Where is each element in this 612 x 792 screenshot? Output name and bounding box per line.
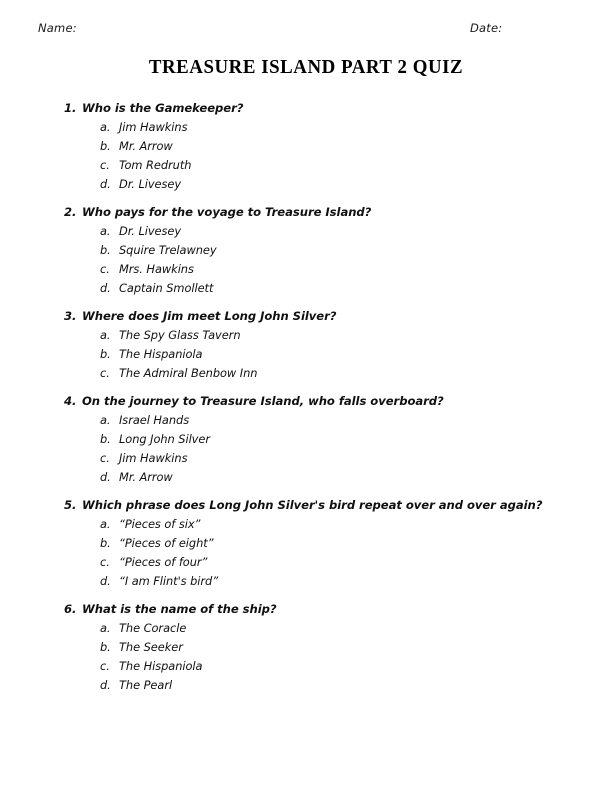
answer-option[interactable] bbox=[0, 553, 612, 572]
question-prompt bbox=[0, 203, 612, 222]
option-letter: c. bbox=[100, 555, 110, 569]
option-letter: a. bbox=[100, 120, 111, 134]
answer-option[interactable] bbox=[0, 345, 612, 364]
ship-name-emphasis: Pearl bbox=[143, 678, 173, 692]
answer-option[interactable] bbox=[0, 430, 612, 449]
answer-option[interactable] bbox=[0, 619, 612, 638]
question-number: 1. bbox=[64, 101, 77, 115]
option-letter: c. bbox=[100, 659, 110, 673]
question-list bbox=[0, 99, 612, 704]
option-text: Mr. Arrow bbox=[119, 139, 173, 153]
ship-name-emphasis: Hispaniola bbox=[143, 659, 203, 673]
answer-option[interactable] bbox=[0, 279, 612, 298]
date-field-label: Date: bbox=[470, 21, 503, 35]
option-text: “Pieces of six” bbox=[119, 517, 201, 531]
option-text: The Hispaniola bbox=[119, 659, 203, 673]
option-letter: a. bbox=[100, 328, 111, 342]
ship-name-emphasis: Seeker bbox=[143, 640, 183, 654]
answer-option[interactable] bbox=[0, 175, 612, 194]
option-letter: c. bbox=[100, 158, 110, 172]
option-text: The Seeker bbox=[119, 640, 183, 654]
question-block bbox=[0, 99, 612, 194]
option-text: Jim Hawkins bbox=[119, 120, 188, 134]
option-text: Tom Redruth bbox=[119, 158, 192, 172]
name-field-label: Name: bbox=[38, 21, 77, 35]
question-prompt bbox=[0, 99, 612, 118]
question-number: 6. bbox=[64, 602, 77, 616]
option-letter: b. bbox=[100, 243, 111, 257]
option-letter: c. bbox=[100, 451, 110, 465]
option-letter: a. bbox=[100, 517, 111, 531]
question-text: What is the name of the ship? bbox=[82, 602, 277, 616]
option-text: The Hispaniola bbox=[119, 347, 203, 361]
question-prompt bbox=[0, 392, 612, 411]
student-info-header bbox=[38, 21, 538, 39]
option-text: The Pearl bbox=[119, 678, 173, 692]
option-text: Squire Trelawney bbox=[119, 243, 217, 257]
option-text: Dr. Livesey bbox=[119, 177, 182, 191]
page-title: TREASURE ISLAND PART 2 QUIZ bbox=[148, 56, 464, 78]
question-number: 5. bbox=[64, 498, 77, 512]
option-letter: d. bbox=[100, 470, 111, 484]
option-text: The Admiral Benbow Inn bbox=[119, 366, 258, 380]
option-text: Long John Silver bbox=[119, 432, 210, 446]
answer-option[interactable] bbox=[0, 657, 612, 676]
option-letter: b. bbox=[100, 139, 111, 153]
question-number: 4. bbox=[64, 394, 77, 408]
option-letter: b. bbox=[100, 347, 111, 361]
option-text: Captain Smollett bbox=[119, 281, 214, 295]
answer-option[interactable] bbox=[0, 241, 612, 260]
option-letter: d. bbox=[100, 574, 111, 588]
option-text: Jim Hawkins bbox=[119, 451, 188, 465]
option-text: Israel Hands bbox=[119, 413, 190, 427]
answer-option[interactable] bbox=[0, 118, 612, 137]
option-letter: c. bbox=[100, 366, 110, 380]
answer-option[interactable] bbox=[0, 364, 612, 383]
question-number: 3. bbox=[64, 309, 77, 323]
option-letter: d. bbox=[100, 281, 111, 295]
option-text: The Coracle bbox=[119, 621, 187, 635]
option-text: Mrs. Hawkins bbox=[119, 262, 194, 276]
question-block bbox=[0, 496, 612, 591]
ship-name-emphasis: Hispaniola bbox=[143, 347, 203, 361]
question-text: Where does Jim meet Long John Silver? bbox=[82, 309, 337, 323]
option-letter: b. bbox=[100, 432, 111, 446]
answer-option[interactable] bbox=[0, 260, 612, 279]
question-block bbox=[0, 307, 612, 383]
question-text: Which phrase does Long John Silver's bird repeat over and over again? bbox=[82, 498, 543, 512]
answer-option[interactable] bbox=[0, 222, 612, 241]
answer-option[interactable] bbox=[0, 156, 612, 175]
question-prompt bbox=[0, 307, 612, 326]
option-letter: d. bbox=[100, 678, 111, 692]
answer-option[interactable] bbox=[0, 326, 612, 345]
question-text: Who is the Gamekeeper? bbox=[82, 101, 244, 115]
answer-option[interactable] bbox=[0, 411, 612, 430]
answer-option[interactable] bbox=[0, 534, 612, 553]
option-letter: a. bbox=[100, 413, 111, 427]
question-prompt bbox=[0, 600, 612, 619]
question-prompt bbox=[0, 496, 612, 515]
question-block bbox=[0, 203, 612, 298]
answer-option[interactable] bbox=[0, 468, 612, 487]
option-text: Dr. Livesey bbox=[119, 224, 182, 238]
question-block bbox=[0, 392, 612, 487]
option-letter: a. bbox=[100, 224, 111, 238]
answer-option[interactable] bbox=[0, 638, 612, 657]
answer-option[interactable] bbox=[0, 515, 612, 534]
option-letter: a. bbox=[100, 621, 111, 635]
answer-option[interactable] bbox=[0, 449, 612, 468]
question-text: Who pays for the voyage to Treasure Island? bbox=[82, 205, 372, 219]
option-text: “Pieces of four” bbox=[119, 555, 208, 569]
option-letter: b. bbox=[100, 640, 111, 654]
question-text: On the journey to Treasure Island, who falls overboard? bbox=[82, 394, 444, 408]
option-text: Mr. Arrow bbox=[119, 470, 173, 484]
ship-name-emphasis: Coracle bbox=[143, 621, 187, 635]
question-block bbox=[0, 600, 612, 695]
option-letter: d. bbox=[100, 177, 111, 191]
option-text: “I am Flint's bird” bbox=[119, 574, 219, 588]
option-text: The Spy Glass Tavern bbox=[119, 328, 241, 342]
option-letter: c. bbox=[100, 262, 110, 276]
option-letter: b. bbox=[100, 536, 111, 550]
question-number: 2. bbox=[64, 205, 77, 219]
answer-option[interactable] bbox=[0, 676, 612, 695]
option-text: “Pieces of eight” bbox=[119, 536, 214, 550]
answer-option[interactable] bbox=[0, 137, 612, 156]
answer-option[interactable] bbox=[0, 572, 612, 591]
